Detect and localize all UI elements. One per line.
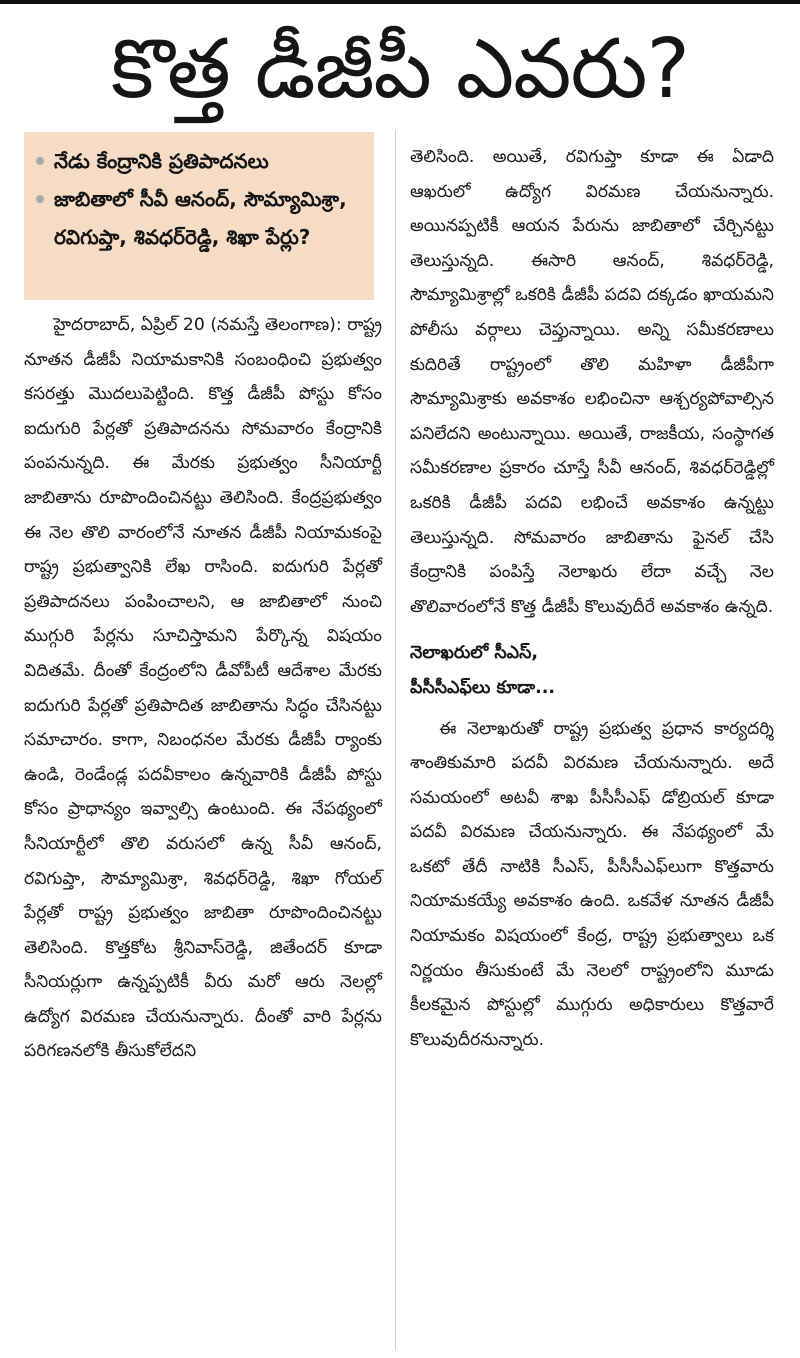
- body-paragraph: ఈ నెలాఖరుతో రాష్ట్ర ప్రభుత్వ ప్రధాన కార్యదర్శి శాంతికుమారి పదవీ విరమణ చేయనున్నారు. అదే సమయంలో అటవీ శాఖ పీసీసీఎఫ్ డోబ్రియల్ కూడా పదవీ విరమణ చేయనున్నారు. ఈ నేపథ్యంలో మే ఒకటో తేదీ నాటికి సీఎస్, పీసీసీఎఫ్‌లుగా కొత్తవారు నియామకయ్యే అవకాశం ఉంది. ఒకవేళ నూతన డీజీపీ నియామకం విషయంలో కేంద్ర, రాష్ట్ర ప్రభుత్వాలు ఒక నిర్ణయం తీసుకుంటే మే నెలలో రాష్ట్రంలోని మూడు కీలకమైన పోస్టుల్లో ముగ్గురు అధికారులు కొత్తవారే కొలువుదీరనున్నారు.: [410, 718, 774, 1050]
- subheading-line: పీసీసీఎఫ్‌లు కూడా...: [410, 677, 556, 698]
- article-column-left: [24, 308, 382, 1348]
- subheading: [410, 636, 774, 705]
- top-rule: [0, 0, 800, 4]
- highlights-box: [24, 132, 374, 300]
- highlight-text: జాబితాలో సీవీ ఆనంద్, సౌమ్యామిశ్రా, రవిగుప్తా, శివధర్‌రెడ్డి, శిఖా పేర్లు?: [54, 187, 347, 249]
- bullet-icon: [36, 157, 44, 165]
- body-paragraph: తెలిసింది. అయితే, రవిగుప్తా కూడా ఈ ఏడాది ఆఖరులో ఉద్యోగ విరమణ చేయనున్నారు. అయినప్పటికీ ఆయన పేరును జాబితాలో చేర్చినట్టు తెలుస్తున్నది. ఈసారి ఆనంద్, శివధర్‌రెడ్డి, సౌమ్యామిశ్రాల్లో ఒకరికి డీజీపీ పదవి దక్కడం ఖాయమని పోలీసు వర్గాలు చెప్తున్నాయి. అన్ని సమీకరణాలు కుదిరితే రాష్ట్రంలో తొలి మహిళా డీజీపీగా సౌమ్యామిశ్రాకు అవకాశం లభించినా ఆశ్చర్యపోవాల్సిన పనిలేదని అంటున్నాయి. అయితే, రాజకీయ, సంస్థాగత సమీకరణాల ప్రకారం చూస్తే సీవీ ఆనంద్, శివధర్‌రెడ్డిల్లో ఒకరికి డీజీపీ పదవి లభించే అవకాశం ఉన్నట్టు తెలుస్తున్నది. సోమవారం జాబితాను ఫైనల్ చేసి కేంద్రానికి పంపిస్తే నెలాఖరు లేదా వచ్చే నెల తొలివారంలోనే కొత్త డీజీపీ కొలువుదీరే అవకాశం ఉన్నది.: [410, 147, 774, 617]
- headline: కొత్త డీజీపీ ఎవరు?: [111, 22, 689, 117]
- highlight-item: [32, 142, 368, 180]
- subheading-line: నెలాఖరులో సీఎస్,: [410, 643, 539, 664]
- column-divider: [395, 130, 396, 1350]
- highlight-text: నేడు కేంద్రానికి ప్రతిపాదనలు: [54, 149, 269, 173]
- bullet-icon: [36, 195, 44, 203]
- body-paragraph: హైదరాబాద్, ఏప్రిల్ 20 (నమస్తే తెలంగాణ): రాష్ట్ర నూతన డీజీపీ నియామకానికి సంబంధించి ప్రభుత్వం కసరత్తు మొదలుపెట్టింది. కొత్త డీజీపీ పోస్టు కోసం ఐదుగురి పేర్లతో ప్రతిపాదనను సోమవారం కేంద్రానికి పంపనున్నది. ఈ మేరకు ప్రభుత్వం సీనియార్టీ జాబితాను రూపొందించినట్టు తెలిసింది. కేంద్రప్రభుత్వం ఈ నెల తొలి వారంలోనే నూతన డీజీపీ నియామకంపై రాష్ట్ర ప్రభుత్వానికి లేఖ రాసింది. ఐదుగురి పేర్లతో ప్రతిపాదనలు పంపించాలని, ఆ జాబితాలో నుంచి ముగ్గురి పేర్లను సూచిస్తామని పేర్కొన్న విషయం విదితమే. దీంతో కేంద్రంలోని డీవోపీటీ ఆదేశాల మేరకు ఐదుగురి పేర్లతో ప్రతిపాదిత జాబితాను సిద్ధం చేసినట్టు సమాచారం. కాగా, నిబంధనల మేరకు డీజీపీ ర్యాంకు ఉండి, రెండేండ్ల పదవీకాలం ఉన్నవారికి డీజీపీ పోస్టు కోసం ప్రాధాన్యం ఇవ్వాల్సి ఉంటుంది. ఈ నేపథ్యంలో సీనియార్టీలో తొలి వరుసలో ఉన్న సీవీ ఆనంద్, రవిగుప్తా, సౌమ్యామిశ్రా, శివధర్‌రెడ్డి, శిఖా గోయల్ పేర్లతో రాష్ట్ర ప్రభుత్వం జాబితా రూపొందించినట్టు తెలిసింది. కొత్తకోట శ్రీనివాస్‌రెడ్డి, జితేందర్ కూడా సీనియర్లుగా ఉన్నప్పటికీ వీరు మరో ఆరు నెలల్లో ఉద్యోగ విరమణ చేయనున్నారు. దీంతో వారి పేర్లను పరిగణనలోకి తీసుకోలేదని: [24, 315, 382, 1062]
- article-column-right: [410, 140, 774, 1358]
- highlights-list: [32, 142, 368, 256]
- highlight-item: [32, 180, 368, 256]
